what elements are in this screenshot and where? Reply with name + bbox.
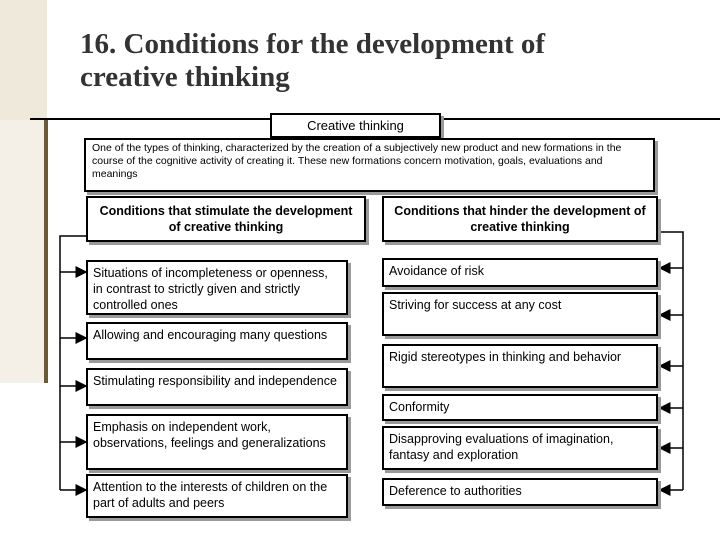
slide-title: 16. Conditions for the development of creative thinking <box>80 28 546 93</box>
hindering-item: Deference to authorities <box>382 478 658 506</box>
stimulating-item: Attention to the interests of children on the part of adults and peers <box>86 474 348 518</box>
stimulating-item: Situations of incompleteness or openness, in contrast to strictly given and strictly controlled ones <box>86 260 348 315</box>
stimulating-item: Allowing and encouraging many questions <box>86 322 348 360</box>
hindering-item: Conformity <box>382 394 658 421</box>
hindering-item: Disapproving evaluations of imagination, fantasy and exploration <box>382 426 658 470</box>
creative-thinking-header: Creative thinking <box>270 113 441 138</box>
hindering-conditions-heading: Conditions that hinder the development of creative thinking <box>382 196 658 242</box>
stimulating-item: Stimulating responsibility and independence <box>86 368 348 406</box>
stimulating-item: Emphasis on independent work, observations, feelings and generalizations <box>86 414 348 470</box>
right-vertical-connector <box>655 232 683 490</box>
hindering-item: Rigid stereotypes in thinking and behavior <box>382 344 658 388</box>
hindering-item: Avoidance of risk <box>382 258 658 287</box>
stimulating-conditions-heading: Conditions that stimulate the development of creative thinking <box>86 196 366 242</box>
left-vertical-connector <box>60 236 86 490</box>
definition-box: One of the types of thinking, characterized by the creation of a subjectively new product and new formations in the course of the cognitive activity of creating it. These new formations concern motivation, goals, evaluations and meanings <box>84 138 655 192</box>
hindering-item: Striving for success at any cost <box>382 292 658 336</box>
